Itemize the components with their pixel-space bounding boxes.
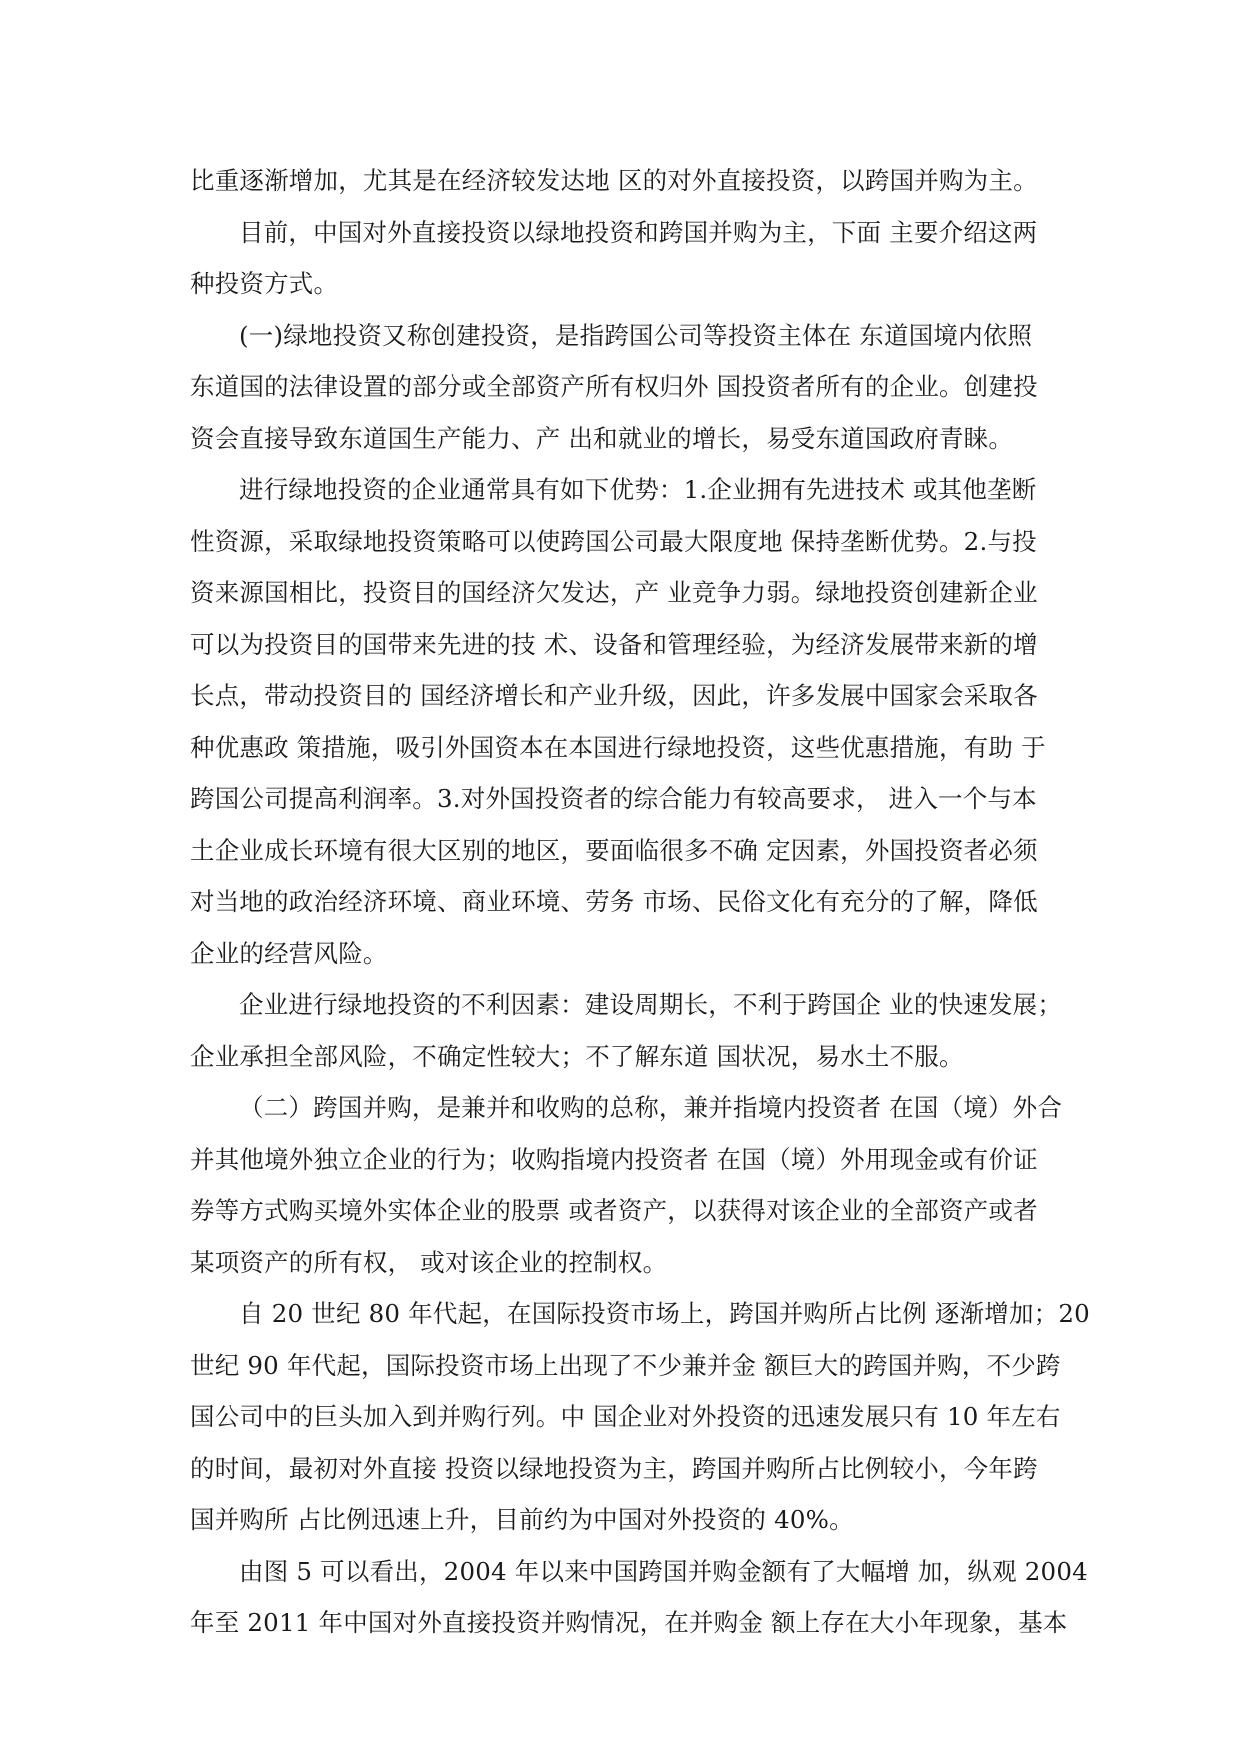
text-line: 某项资产的所有权， 或对该企业的控制权。 <box>190 1247 668 1277</box>
text-line: 进行绿地投资的企业通常具有如下优势：1.企业拥有先进技术 或其他垄断 <box>239 475 1037 504</box>
text-line: 国公司中的巨头加入到并购行列。中 国企业对外投资的迅速发展只有 10 年左右 <box>190 1402 1061 1431</box>
text-line: 世纪 90 年代起，国际投资市场上出现了不少兼并金 额巨大的跨国并购，不少跨 <box>190 1350 1061 1380</box>
text-line: （二）跨国并购，是兼并和收购的总称，兼并指境内投资者 在国（境）外合 <box>239 1093 1063 1122</box>
text-line: 对当地的政治经济环境、商业环境、劳务 市场、民俗文化有充分的了解，降低 <box>190 887 1038 916</box>
text-line: 资来源国相比，投资目的国经济欠发达，产 业竞争力弱。绿地投资创建新企业 <box>190 578 1038 607</box>
paragraph-p5 <box>190 979 1063 1082</box>
text-line: 国并购所 占比例迅速上升，目前约为中国对外投资的 40%。 <box>190 1505 854 1534</box>
paragraph-p2 <box>190 207 1050 310</box>
text-line: 可以为投资目的国带来先进的技 术、设备和管理经验，为经济发展带来新的增 <box>190 629 1038 659</box>
paragraph-p3 <box>190 310 1050 465</box>
text-line: 性资源，采取绿地投资策略可以使跨国公司最大限度地 保持垄断优势。2.与投 <box>190 526 1037 556</box>
text-line: 由图 5 可以看出，2004 年以来中国跨国并购金额有了大幅增 加，纵观 2004 <box>239 1556 1088 1586</box>
text-line: 企业的经营风险。 <box>190 938 388 968</box>
text-line: 企业进行绿地投资的不利因素：建设周期长，不利于跨国企 业的快速发展； <box>239 990 1063 1019</box>
text-line: 并其他境外独立企业的行为；收购指境内投资者 在国（境）外用现金或有价证 <box>190 1144 1038 1174</box>
paragraph-p7 <box>190 1288 1090 1546</box>
text-line: 种优惠政 策措施，吸引外国资本在本国进行绿地投资，这些优惠措施，有助 于 <box>190 732 1046 762</box>
text-line: 资会直接导致东道国生产能力、产 出和就业的增长，易受东道国政府青睐。 <box>190 423 1014 453</box>
text-line: (一)绿地投资又称创建投资，是指跨国公司等投资主体在 东道国境内依照 <box>239 320 1033 350</box>
body-text <box>190 155 1090 1649</box>
text-line: 东道国的法律设置的部分或全部资产所有权归外 国投资者所有的企业。创建投 <box>190 372 1038 401</box>
text-line: 年至 2011 年中国对外直接投资并购情况，在并购金 额上存在大小年现象，基本 <box>190 1608 1068 1637</box>
text-line: 土企业成长环境有很大区别的地区，要面临很多不确 定因素，外国投资者必须 <box>190 835 1038 865</box>
text-line: 的时间，最初对外直接 投资以绿地投资为主，跨国并购所占比例较小，今年跨 <box>190 1453 1038 1483</box>
text-line: 比重逐渐增加，尤其是在经济较发达地 区的对外直接投资，以跨国并购为主。 <box>190 166 1038 195</box>
text-line: 自 20 世纪 80 年代起，在国际投资市场上，跨国并购所占比例 逐渐增加；20 <box>239 1299 1090 1328</box>
paragraph-p6 <box>190 1082 1063 1288</box>
paragraph-p4 <box>190 464 1050 979</box>
text-line: 跨国公司提高利润率。3.对外国投资者的综合能力有较高要求， 进入一个与本 <box>190 784 1037 813</box>
text-line: 种投资方式。 <box>190 269 339 298</box>
text-line: 券等方式购买境外实体企业的股票 或者资产，以获得对该企业的全部资产或者 <box>190 1196 1038 1225</box>
text-line: 长点，带动投资目的 国经济增长和产业升级，因此，许多发展中国家会采取各 <box>190 681 1038 710</box>
text-line: 企业承担全部风险，不确定性较大；不了解东道 国状况，易水土不服。 <box>190 1041 964 1071</box>
paragraph-p1 <box>190 155 1050 207</box>
text-line: 目前，中国对外直接投资以绿地投资和跨国并购为主，下面 主要介绍这两 <box>239 217 1038 247</box>
paragraph-p8 <box>190 1546 1088 1649</box>
